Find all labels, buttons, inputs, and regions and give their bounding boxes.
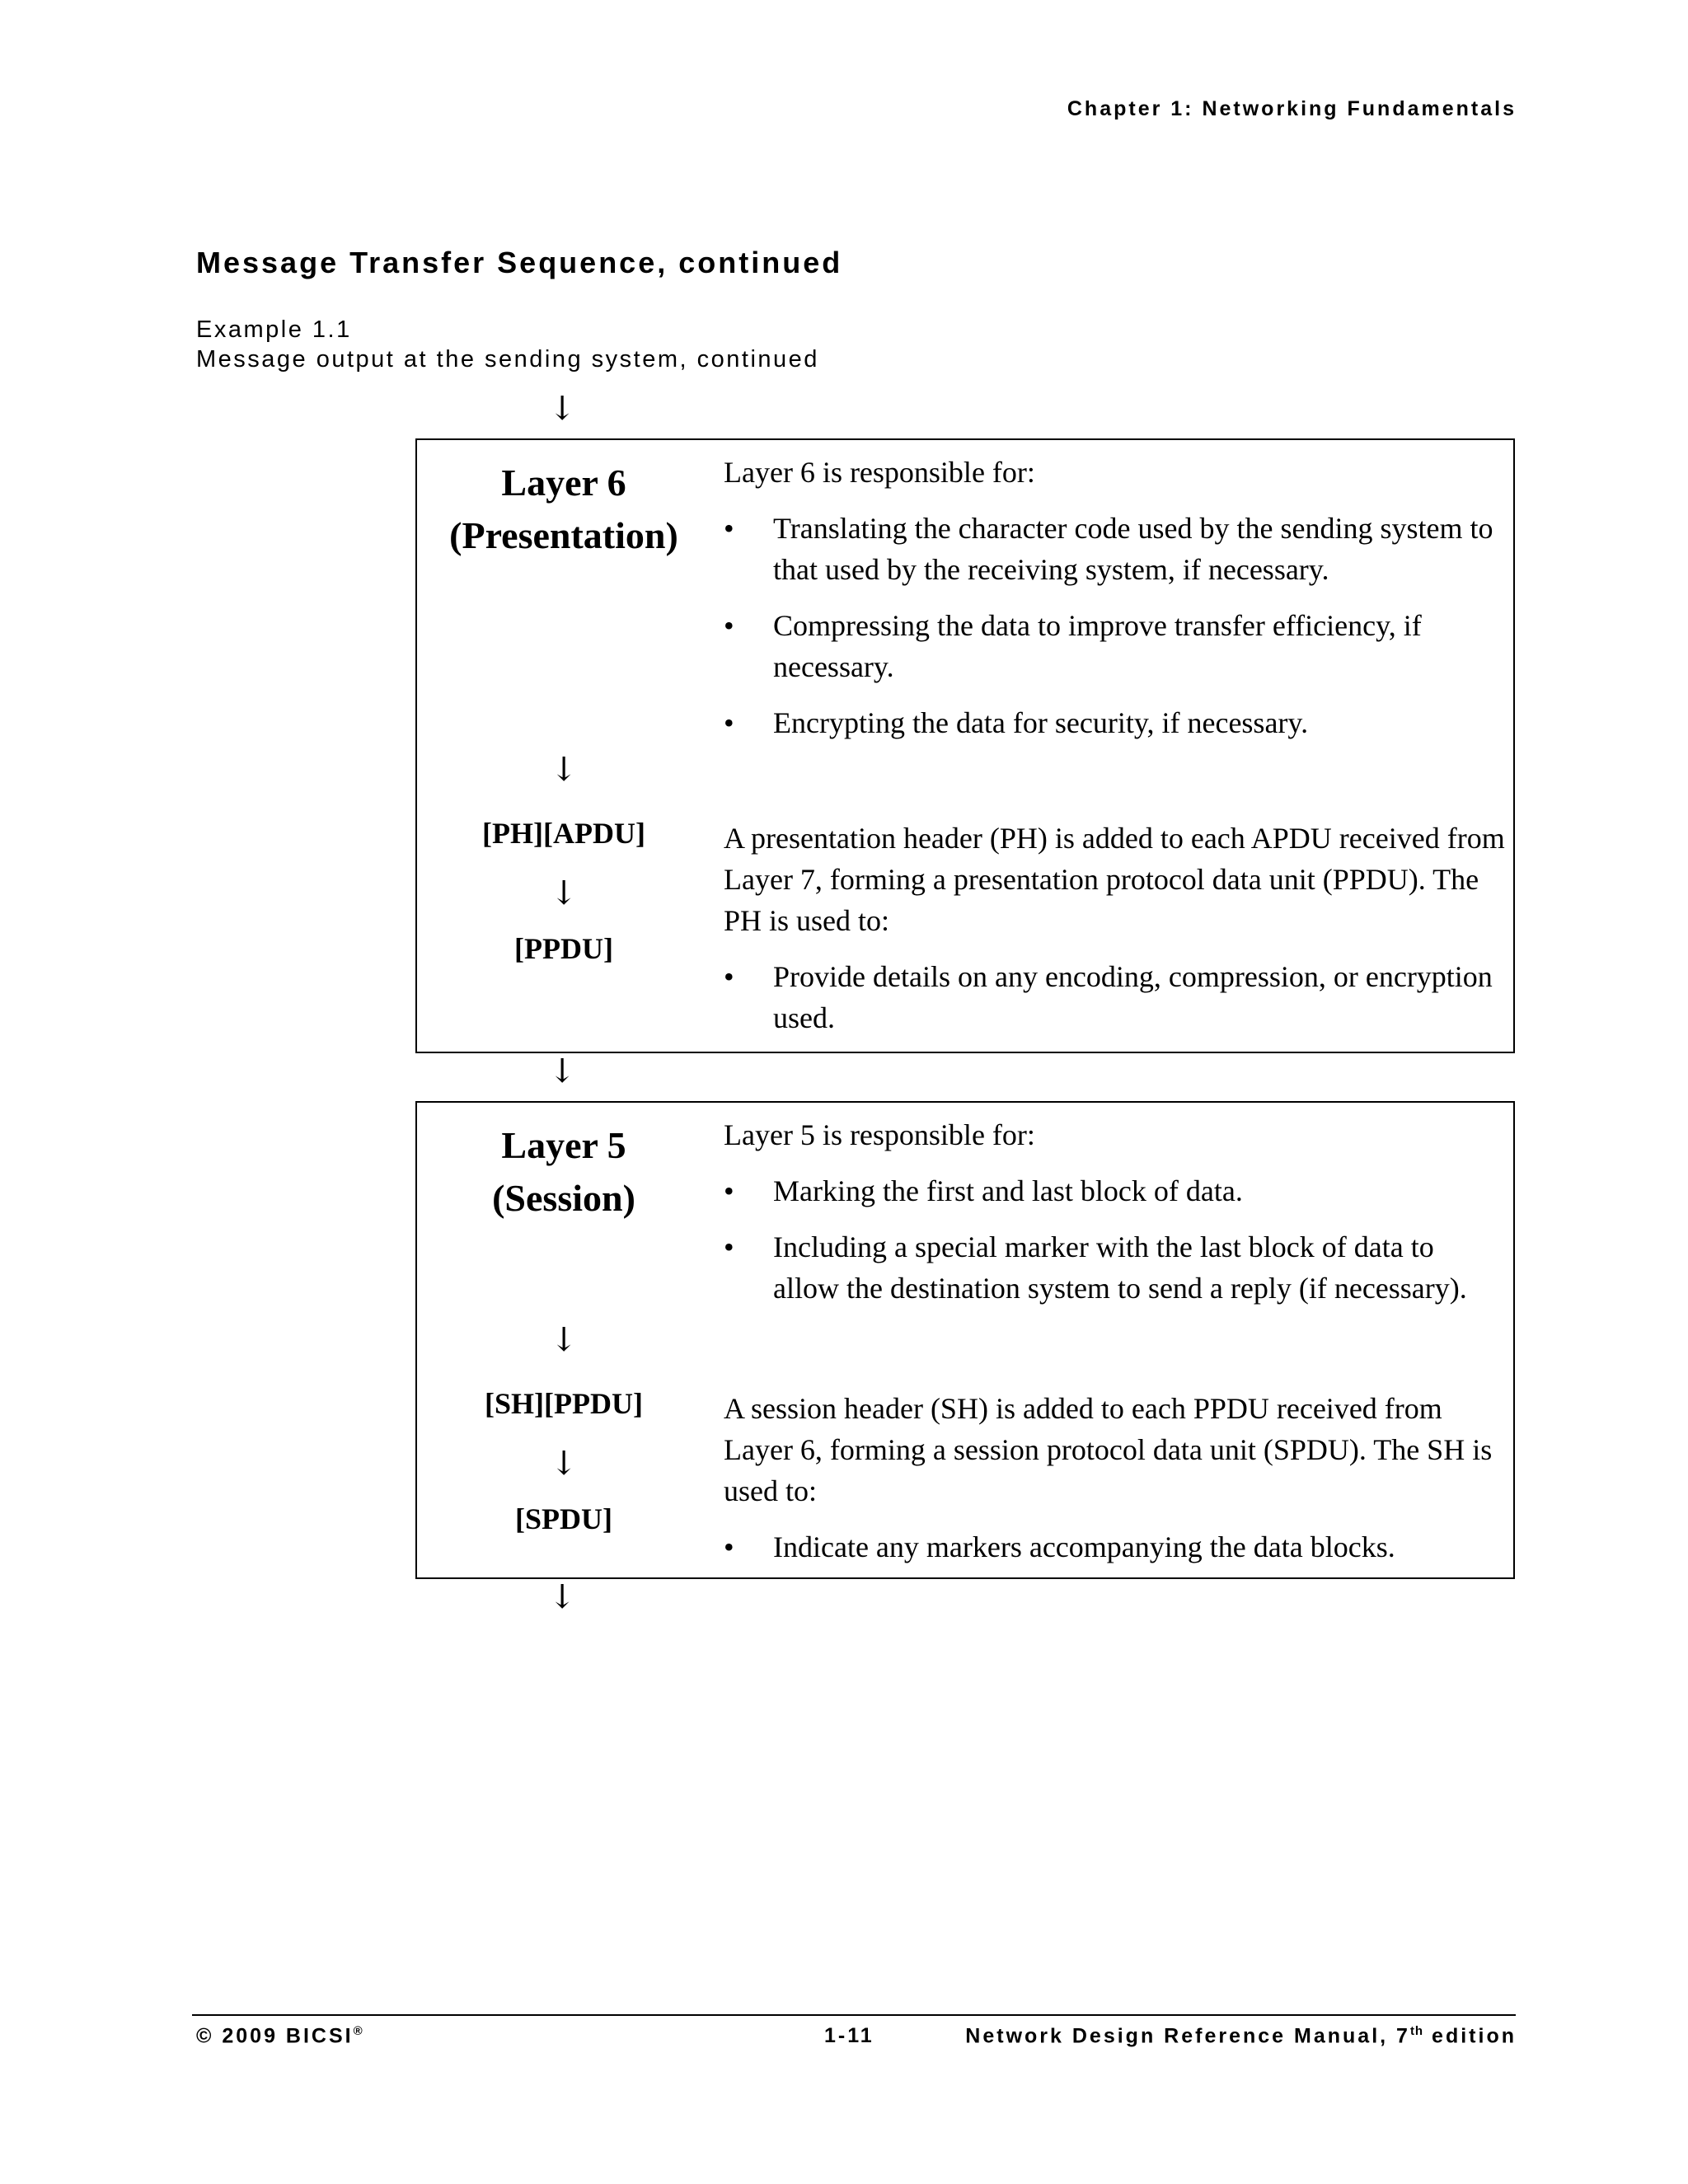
layer5-header-bullet-list	[724, 1526, 1505, 1568]
layer6-header-desc: A presentation header (PH) is added to each APDU received from Layer 7, forming a presentation protocol data unit (PPDU). The PH is used to:	[724, 822, 1505, 937]
list-item: • Compressing the data to improve transfer efficiency, if necessary.	[724, 605, 1505, 687]
list-item: • Encrypting the data for security, if necessary.	[724, 702, 1505, 743]
example-label: Example 1.1	[196, 316, 352, 343]
bullet-icon: •	[724, 609, 734, 642]
layer5-box	[415, 1101, 1515, 1579]
registered-mark: ®	[353, 2024, 363, 2038]
layer5-unit-in: [SH][PPDU]	[485, 1387, 643, 1420]
bullet-icon: •	[724, 512, 734, 545]
layer5-responsibilities	[724, 1114, 1505, 1309]
layer6-responsibilities	[724, 452, 1505, 743]
layer5-title-name: (Session)	[492, 1177, 635, 1219]
layer6-unit-in: [PH][APDU]	[482, 817, 645, 850]
layer5-bullet-list	[724, 1170, 1505, 1309]
bullet-icon: •	[724, 706, 734, 739]
layer6-box	[415, 438, 1515, 1053]
layer5-title	[417, 1119, 710, 1225]
flow-arrow-down-icon: ↓	[550, 751, 578, 789]
footer-copyright: © 2009 BICSI®	[196, 2024, 363, 2048]
list-item: • Marking the first and last block of data.	[724, 1170, 1505, 1212]
bullet-icon: •	[724, 960, 734, 993]
layer5-header-description	[724, 1388, 1505, 1568]
layer6-title-number: Layer 6	[501, 462, 626, 504]
list-item: • Translating the character code used by the sending system to that used by the receiving system, if necessary.	[724, 508, 1505, 590]
layer6-title-name: (Presentation)	[449, 514, 678, 556]
list-item: • Indicate any markers accompanying the data blocks.	[724, 1526, 1505, 1568]
layer6-header-description	[724, 818, 1505, 1038]
section-title: Message Transfer Sequence, continued	[196, 246, 843, 279]
example-caption: Message output at the sending system, continued	[196, 346, 819, 373]
layer5-intro: Layer 5 is responsible for:	[724, 1118, 1035, 1151]
footer-divider	[192, 2014, 1516, 2016]
list-item: • Provide details on any encoding, compression, or encryption used.	[724, 956, 1505, 1038]
list-item: • Including a special marker with the last block of data to allow the destination system to send a reply (if necessary).	[724, 1226, 1505, 1309]
flow-arrow-down-icon: ↓	[548, 390, 576, 428]
bullet-icon: •	[724, 1174, 734, 1207]
bullet-icon: •	[724, 1530, 734, 1563]
footer-page-number: 1-11	[824, 2024, 874, 2047]
flow-arrow-down-icon: ↓	[550, 874, 578, 912]
bullet-icon: •	[724, 1230, 734, 1263]
flow-arrow-down-icon: ↓	[550, 1445, 578, 1483]
flow-arrow-down-icon: ↓	[550, 1321, 578, 1359]
flow-arrow-down-icon: ↓	[548, 1052, 576, 1090]
layer6-intro: Layer 6 is responsible for:	[724, 456, 1035, 489]
flow-arrow-down-icon: ↓	[548, 1578, 576, 1616]
layer5-unit-out: [SPDU]	[515, 1502, 612, 1535]
layer5-title-number: Layer 5	[501, 1124, 626, 1166]
layer6-title	[417, 457, 710, 562]
chapter-header: Chapter 1: Networking Fundamentals	[1067, 97, 1517, 120]
layer6-unit-out: [PPDU]	[514, 932, 613, 965]
footer-manual-title: Network Design Reference Manual, 7th edition	[965, 2024, 1517, 2048]
layer5-header-desc: A session header (SH) is added to each PPDU received from Layer 6, forming a session protocol data unit (SPDU). The SH is used to:	[724, 1392, 1493, 1507]
layer6-header-bullet-list	[724, 956, 1505, 1038]
layer6-bullet-list	[724, 508, 1505, 743]
